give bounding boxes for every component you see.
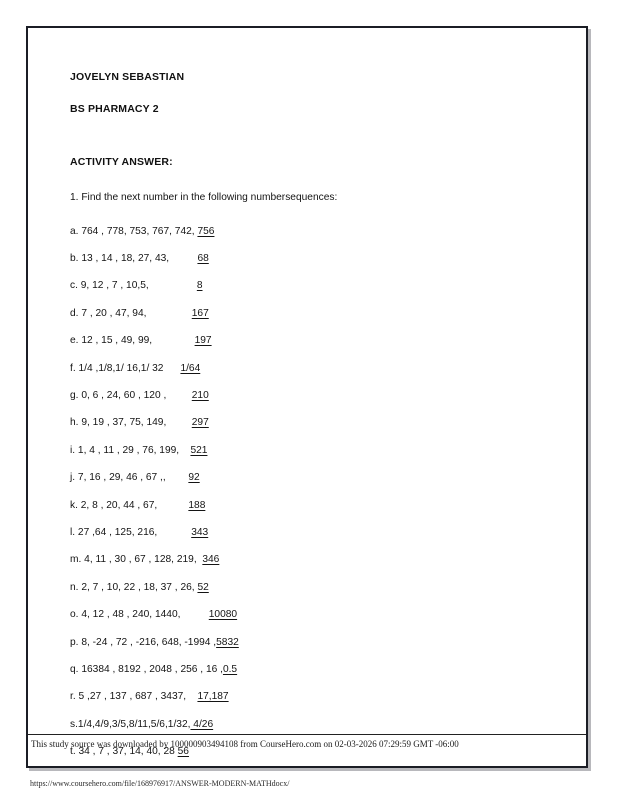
sequence-answer: 4/26 [190,718,214,730]
sequence-answer: 10080 [208,609,238,621]
sequence-answer: 52 [197,581,209,593]
sequence-row [70,555,556,582]
sequence-row [70,583,556,610]
sequence-answer: 92 [188,472,200,484]
sequence-question: h. 9, 19 , 37, 75, 149, [70,417,192,429]
student-course: BS PHARMACY 2 [70,102,159,115]
sequence-row [70,254,556,281]
sequence-row [70,364,556,391]
sequence-answer: 167 [191,307,209,319]
sequence-row [70,638,556,665]
sequence-question: t. 34 , 7 , 37, 14, 40, 28 [70,746,178,758]
source-url: https://www.coursehero.com/file/168976917/ANSWER-MODERN-MATHdocx/ [30,779,290,788]
student-name: JOVELYN SEBASTIAN [70,71,185,83]
sequence-question: j. 7, 16 , 29, 46 , 67 ,, [70,472,189,484]
question-prompt: 1. Find the next number in the following numbersequences: [70,191,338,203]
sequence-row [70,501,556,528]
sequence-answer: 17,187 [197,691,229,703]
sequence-answer: 756 [197,225,215,237]
sequence-answer: 521 [190,444,208,456]
sequence-answer: 197 [194,335,212,347]
sequence-answer: 5832 [216,636,239,648]
sequence-answer: 68 [197,253,209,265]
sequence-list [70,227,556,775]
sequence-answer: 297 [191,417,209,429]
sequence-question: r. 5 ,27 , 137 , 687 , 3437, [70,691,198,703]
sequence-row [70,336,556,363]
sequence-question: k. 2, 8 , 20, 44 , 67, [70,499,189,511]
sequence-question: f. 1/4 ,1/8,1/ 16,1/ 32 [70,362,181,374]
sequence-row [70,309,556,336]
sequence-question: m. 4, 11 , 30 , 67 , 128, 219, [70,554,203,566]
sequence-answer: 343 [191,527,209,538]
sequence-question: g. 0, 6 , 24, 60 , 120 , [70,390,192,402]
sequence-question: p. 8, -24 , 72 , -216, 648, -1994 , [70,636,217,648]
sequence-row [70,281,556,308]
sequence-question: a. 764 , 778, 753, 767, 742, [70,225,198,237]
page-footer [28,734,586,766]
sequence-row [70,473,556,500]
sequence-question: o. 4, 12 , 48 , 240, 1440, [70,609,209,621]
sequence-answer: 210 [191,390,209,402]
sequence-answer: 346 [202,554,220,566]
sequence-answer: 188 [188,499,206,511]
sequence-answer: 8 [196,280,203,292]
sequence-row [70,227,556,254]
activity-heading: ACTIVITY ANSWER: [70,156,173,168]
sequence-question: e. 12 , 15 , 49, 99, [70,335,195,347]
document-page [26,26,588,768]
sequence-question: i. 1, 4 , 11 , 29 , 76, 199, [70,444,191,456]
sequence-question: d. 7 , 20 , 47, 94, [70,307,192,319]
sequence-row [70,692,556,719]
sequence-answer: 0.5 [222,663,238,675]
sequence-question: b. 13 , 14 , 18, 27, 43, [70,253,198,265]
footer-divider [28,734,586,735]
sequence-row [70,391,556,418]
sequence-question: s.1/4,4/9,3/5,8/11,5/6,1/32, [70,718,191,730]
sequence-question: n. 2, 7 , 10, 22 , 18, 37 , 26, [70,581,198,593]
sequence-question: c. 9, 12 , 7 , 10,5, [70,280,197,292]
document-body [28,28,586,766]
sequence-row [70,446,556,473]
sequence-answer: 1/64 [180,362,201,374]
sequence-question: q. 16384 , 8192 , 2048 , 256 , 16 , [70,663,223,675]
sequence-question: l. 27 ,64 , 125, 216, [70,527,192,538]
sequence-row [70,665,556,692]
download-note: This study source was downloaded by 100000903494108 from CourseHero.com on 02-03-2026 07:29:59 GMT -06:00 [31,739,459,749]
sequence-row [70,610,556,637]
sequence-answer: 56 [177,746,189,758]
sequence-row [70,418,556,445]
sequence-row [70,528,556,555]
